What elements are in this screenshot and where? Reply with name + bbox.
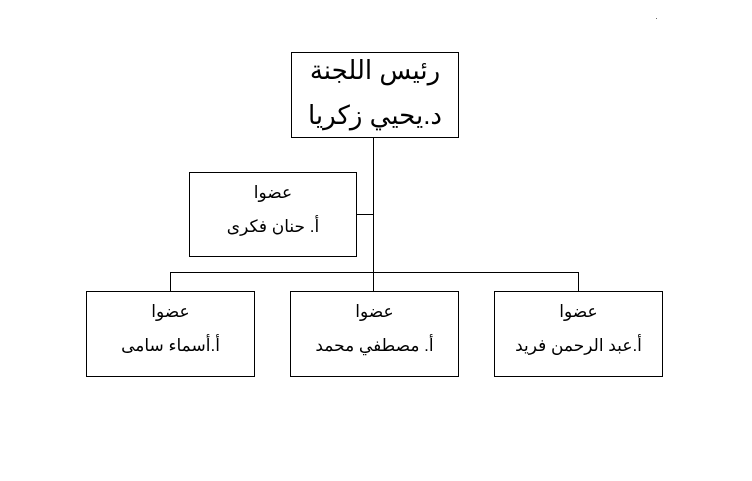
members-horizontal-connector [170,272,579,273]
asmaa-drop-connector [170,272,171,291]
member-name: أ. مصطفي محمد [315,336,434,355]
chair-role: رئيس اللجنة [309,55,441,85]
member-role: عضوا [253,183,293,202]
member-name: أ.عبد الرحمن فريد [515,336,642,355]
chair-box[interactable] [291,52,459,138]
member-role: عضوا [559,302,598,321]
member-role: عضوا [151,302,190,321]
stray-dot [656,18,657,19]
member-box-mostafa[interactable] [290,291,459,377]
member-box-hanan[interactable] [189,172,357,257]
member-box-asmaa[interactable] [86,291,255,377]
member-name: أ.أسماء سامى [121,336,220,355]
hanan-connector [356,214,374,215]
abdelrahman-drop-connector [578,272,579,291]
member-role: عضوا [355,302,394,321]
chair-name: د.يحيي زكريا [308,100,442,130]
member-name: أ. حنان فكرى [226,217,320,236]
member-box-abdelrahman[interactable] [494,291,663,377]
